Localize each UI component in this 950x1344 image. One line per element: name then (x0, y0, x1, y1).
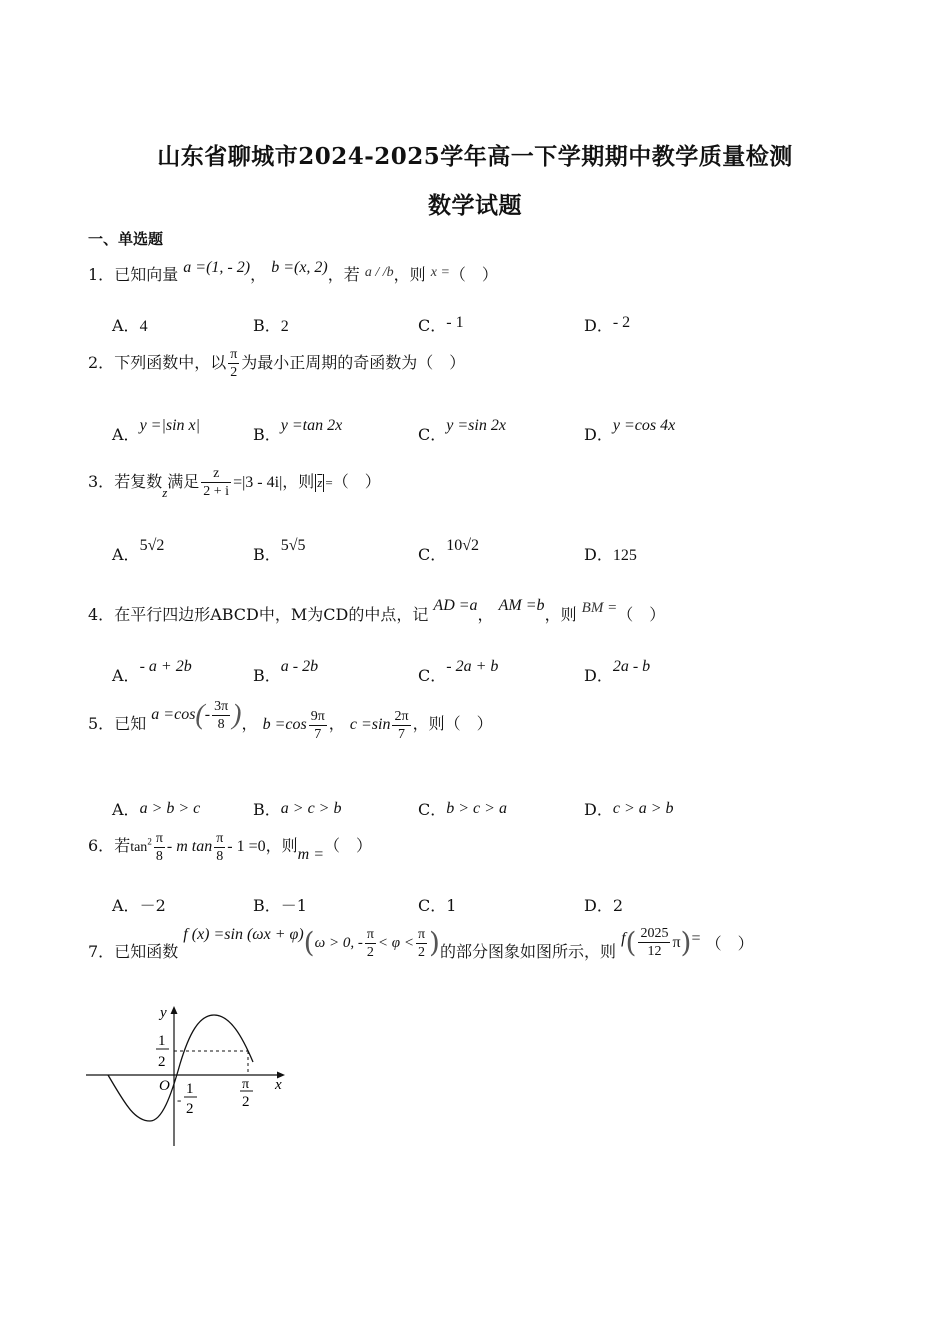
question-text: 已知函数 (114, 942, 179, 961)
math-vector-a: a =(1, - 2) (183, 259, 251, 276)
question-5 (88, 699, 493, 743)
math-eq: = (325, 475, 333, 490)
option-b: B．2 (253, 316, 289, 335)
option-d: D．- 2 (584, 314, 631, 335)
question-text: ，则 (393, 265, 426, 284)
option-d: D．y =cos 4x (584, 417, 676, 444)
option-a: A．4 (112, 316, 148, 335)
separator: ， (250, 265, 267, 284)
question-number: 6． (88, 836, 115, 856)
question-text: 为最小正周期的奇函数为（ ） (241, 353, 466, 372)
question-number: 3． (88, 472, 115, 491)
question-text: ，则 (282, 472, 315, 491)
math-m-eq: m = (297, 846, 325, 864)
math-abs: =|3 - 4i| (233, 474, 283, 491)
x-axis (86, 1072, 285, 1079)
question-text: 下列函数中，以 (114, 353, 227, 372)
question-number: 1． (88, 265, 115, 284)
answer-blank: （ ） (617, 605, 666, 624)
separator: ， (241, 714, 258, 734)
answer-blank: （ ） (705, 934, 754, 953)
option-b: B．5√5 (253, 537, 306, 564)
svg-text:1: 1 (158, 1033, 166, 1049)
question-1 (88, 259, 498, 285)
question-4 (88, 597, 666, 625)
svg-text:2: 2 (242, 1094, 250, 1110)
tick-label-neg-half (177, 1081, 197, 1117)
math-f-value: f (621, 930, 626, 947)
math-vector-bm: BM = (581, 600, 618, 616)
svg-text:2: 2 (158, 1054, 166, 1070)
option-a: A．y =|sin x| (112, 417, 201, 444)
x-axis-label: x (275, 1077, 282, 1093)
origin-label: O (159, 1078, 170, 1094)
option-d: D．2a - b (584, 658, 651, 685)
option-c: C．y =sin 2x (418, 417, 506, 444)
svg-text:π: π (242, 1077, 250, 1092)
math-eq: = (691, 930, 701, 947)
option-a: A．- a + 2b (112, 658, 192, 685)
math-fraction: $\frac{\pi}{2}$ (230, 347, 238, 380)
math-vector-am: AM =b (498, 597, 545, 614)
math-vector-b: b =(x, 2) (271, 259, 328, 276)
answer-blank: （ ） (332, 472, 381, 491)
math-x-eq: x = (430, 265, 450, 280)
question-text: 满足 (167, 472, 200, 491)
option-c: C．1 (418, 896, 457, 915)
math-vector-ad: AD =a (433, 597, 478, 614)
question-text: 已知 (114, 714, 147, 734)
math-equation: $\tan^2$ $\frac{\pi}{8}$ - m tan $\frac{\pi}{8}$ - 1 =0 (130, 831, 266, 864)
math-parallel: a / /b (364, 265, 394, 280)
svg-text:2: 2 (186, 1101, 194, 1117)
question-text: ，若 (327, 265, 360, 284)
question-text: 在平行四边形ABCD中，M为CD的中点，记 (114, 605, 429, 624)
math-z: z (162, 485, 168, 500)
question-number: 4． (88, 605, 115, 624)
option-a: A．a > b > c (112, 800, 201, 819)
question-text: 若复数 (114, 472, 163, 491)
math-a-def: a =cos(- $\frac{3\pi}{8}$ ) (151, 699, 242, 732)
question-number: 2． (88, 353, 115, 372)
answer-blank: （ ） (449, 265, 498, 284)
option-a: A．5√2 (112, 537, 165, 564)
question-text: ，则（ ） (412, 714, 493, 734)
sine-graph-figure (80, 1000, 300, 1150)
question-7: 7．已知函数 f (x) =sin (ωx + φ)(ω > 0, - $\frac{\pi}{2}$ < φ < $\frac{\pi}{2}$ )的部分图象如图所示，则 f( $\frac{2025}{12}$ π)= （ ） (88, 926, 754, 961)
math-function: f (x) =sin (ωx + φ) (183, 926, 304, 943)
document-title-line1: 山东省聊城市2024-2025学年高一下学期期中教学质量检测 (157, 143, 793, 170)
question-3 (88, 465, 381, 500)
y-axis-label: y (160, 1005, 167, 1021)
section-heading: 一、单选题 (88, 230, 164, 248)
option-b: B．a > c > b (253, 800, 342, 819)
question-text: 已知向量 (114, 265, 179, 284)
math-condition: ω > 0, - $\frac{\pi}{2}$ < φ < $\frac{\pi}{2}$ (314, 927, 426, 961)
option-c: C．b > c > a (418, 800, 507, 819)
svg-text:1: 1 (186, 1081, 194, 1097)
option-a: A．－2 (112, 896, 166, 915)
option-d: D．c > a > b (584, 800, 674, 819)
question-number: 7． (88, 942, 115, 961)
question-6 (88, 830, 372, 865)
option-b: B．－1 (253, 896, 307, 915)
svg-text:-: - (177, 1092, 182, 1107)
question-text: 的部分图象如图所示，则 (439, 942, 616, 961)
option-d: D．125 (584, 545, 637, 564)
option-c: C．10√2 (418, 537, 480, 564)
question-text: 若 (114, 836, 131, 856)
math-pi: π (672, 934, 681, 951)
option-d: D．2 (584, 896, 624, 915)
option-c: C．- 2a + b (418, 658, 499, 685)
tick-label-pi-half (240, 1077, 253, 1110)
math-b-def: b =cos $\frac{9\pi}{7}$ (262, 709, 325, 742)
question-text: ，则 (265, 836, 298, 856)
option-b: B．y =tan 2x (253, 417, 343, 444)
separator: ， (328, 714, 345, 734)
question-text: ，则 (544, 605, 577, 624)
math-c-def: c =sin $\frac{2\pi}{7}$ (349, 709, 409, 742)
answer-blank: （ ） (324, 836, 373, 856)
option-c: C．- 1 (418, 314, 464, 335)
tick-label-half (156, 1033, 169, 1070)
math-fraction: $\frac{2025}{12}$ (640, 926, 669, 959)
math-z-conjugate: $\overline{z}$ (317, 475, 323, 490)
question-2 (88, 346, 465, 381)
question-number: 5． (88, 714, 115, 734)
document-title-line2: 数学试题 (428, 192, 522, 219)
option-b: B．a - 2b (253, 658, 319, 685)
math-fraction: $\frac{z}{2 + i}$ (203, 466, 230, 499)
separator: ， (477, 605, 494, 624)
